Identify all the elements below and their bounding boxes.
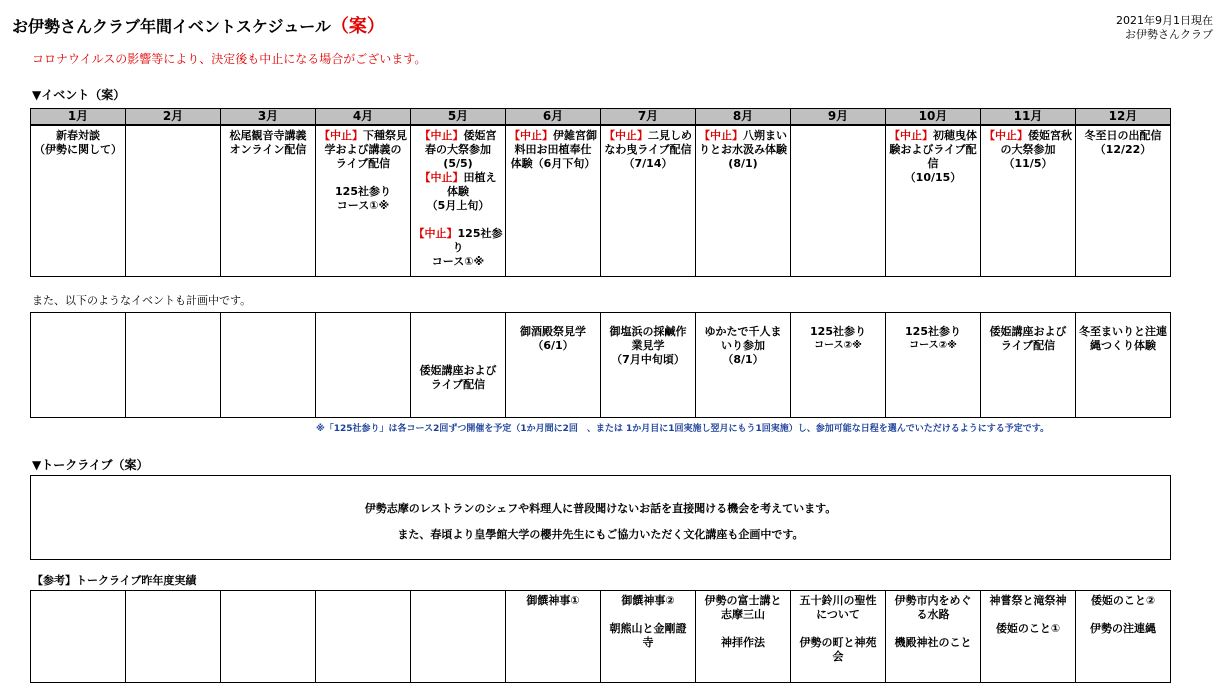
event-cell-dec (1076, 125, 1171, 277)
event-cell-oct (886, 125, 981, 277)
spacer (413, 213, 503, 227)
month-header: 2月 (126, 109, 221, 125)
ref-cell-aug (696, 591, 791, 683)
event-text: 倭姫講座および (419, 363, 497, 377)
event-text: (5/5) (443, 156, 473, 170)
planned-cell-dec (1076, 313, 1171, 418)
events-table (30, 108, 1171, 277)
spacer (983, 608, 1073, 622)
month-header: 4月 (316, 109, 411, 125)
event-text: （7月中旬頃） (611, 353, 685, 366)
event-text (318, 129, 408, 143)
month-header: 12月 (1076, 109, 1171, 125)
footnote: ※「125社参り」は各コース2回ずつ開催を予定（1か月間に2回 、または 1か月目に1回実施し翌月にもう1回実施）し、参加可能な日程を選んでいただけるようにする予定です。 (316, 424, 1050, 434)
talk-heading: ▼トークライブ（案） (32, 458, 149, 472)
event-cell-jan (31, 125, 126, 277)
event-text: 御酒殿祭見学 (520, 325, 586, 338)
planned-cell-jun (506, 313, 601, 418)
events-row (31, 125, 1171, 277)
ref-cell-apr (316, 591, 411, 683)
event-cell-sep (791, 125, 886, 277)
event-cell-feb (126, 125, 221, 277)
talk-topic: 伊勢市内をめぐ (894, 594, 972, 607)
event-text-part: 八朔まい (743, 128, 787, 142)
event-cell-may (411, 125, 506, 277)
event-text: 学および講義の (324, 142, 402, 156)
talk-topic: 御饌神事② (621, 594, 675, 607)
event-text (413, 171, 503, 185)
event-text: 松尾観音寺講義 (229, 128, 307, 142)
cancelled-tag: 【中止】 (604, 128, 648, 142)
event-text: いり参加 (721, 339, 765, 352)
event-text: （伊勢に関して） (34, 142, 122, 156)
ref-cell-jan (31, 591, 126, 683)
ref-cell-jul (601, 591, 696, 683)
event-text: 業見学 (631, 339, 665, 352)
planned-cell-feb (126, 313, 221, 418)
event-text (603, 129, 693, 143)
reference-table (30, 590, 1171, 683)
spacer (318, 171, 408, 185)
ref-cell-jun (506, 591, 601, 683)
cancelled-tag: 【中止】 (509, 128, 553, 142)
event-text: コース②※ (909, 340, 957, 351)
event-text: 信 (927, 156, 939, 170)
event-text-part: 下種祭見 (363, 128, 407, 142)
month-header: 5月 (411, 109, 506, 125)
planned-cell-jan (31, 313, 126, 418)
events-heading: ▼イベント（案） (32, 88, 126, 102)
event-text: 縄つくり体験 (1090, 339, 1156, 352)
ref-cell-feb (126, 591, 221, 683)
month-header: 10月 (886, 109, 981, 125)
talk-topic: 機殿神社のこと (894, 636, 972, 649)
event-text: 春の大祭参加 (425, 142, 491, 156)
event-text: (8/1) (728, 156, 758, 170)
organizer-line: お伊勢さんクラブ (1125, 28, 1213, 41)
event-text: （10/15） (904, 170, 962, 184)
event-cell-nov (981, 125, 1076, 277)
covid-notice: コロナウイルスの影響等により、決定後も中止になる場合がございます。 (32, 52, 427, 66)
planned-cell-may (411, 313, 506, 418)
event-text: ライブ配信 (335, 156, 391, 170)
event-text: の大祭参加 (1000, 142, 1056, 156)
event-text: コース①※ (431, 254, 485, 268)
month-header: 3月 (221, 109, 316, 125)
month-header-row (31, 109, 1171, 125)
talk-topic: 御饌神事① (526, 594, 580, 607)
date-info (1116, 14, 1213, 42)
event-text: ライブ配信 (430, 377, 486, 391)
event-text: 新春対談 (56, 128, 100, 142)
talk-topic: について (816, 608, 860, 621)
event-cell-jul (601, 125, 696, 277)
spacer (793, 622, 883, 636)
event-text: （7/14） (623, 156, 673, 170)
event-text-part: 田植え (463, 170, 497, 184)
planned-events-table (30, 312, 1171, 418)
event-cell-aug (696, 125, 791, 277)
talk-topic: る水路 (916, 608, 950, 621)
talk-topic: 伊勢の富士講と (704, 594, 782, 607)
event-text: （11/5） (1003, 156, 1053, 170)
event-text: なわ曳ライブ配信 (604, 142, 692, 156)
ref-cell-oct (886, 591, 981, 683)
event-text: 験およびライブ配 (889, 142, 977, 156)
spacer (1078, 608, 1168, 622)
event-text: 倭姫講座および (989, 325, 1067, 338)
talk-line-1: 伊勢志摩のレストランのシェフや料理人に普段聞けないお話を直接聞ける機会を考えています。 (364, 502, 837, 515)
event-text-part: 125社参り (452, 226, 503, 254)
spacer (698, 622, 788, 636)
spacer (888, 622, 978, 636)
event-text: りとお水汲み体験 (699, 142, 787, 156)
title-suffix: （案） (330, 16, 385, 37)
planned-note: また、以下のようなイベントも計画中です。 (32, 294, 252, 307)
ref-cell-may (411, 591, 506, 683)
reference-heading: 【参考】トークライブ昨年度実績 (32, 574, 197, 587)
month-header: 7月 (601, 109, 696, 125)
event-text: 冬至日の出配信 (1084, 128, 1162, 142)
event-cell-mar (221, 125, 316, 277)
ref-cell-mar (221, 591, 316, 683)
event-text-part: 倭姫宮秋 (1028, 128, 1072, 142)
event-cell-jun (506, 125, 601, 277)
event-text (983, 129, 1073, 143)
planned-cell-mar (221, 313, 316, 418)
month-header: 6月 (506, 109, 601, 125)
event-text: （5月上旬） (426, 198, 490, 212)
event-text (698, 129, 788, 143)
cancelled-tag: 【中止】 (984, 128, 1028, 142)
event-cell-apr (316, 125, 411, 277)
talk-topic: 神嘗祭と滝祭神 (989, 594, 1067, 607)
event-text (413, 227, 503, 255)
event-text-part: 倭姫宮 (463, 128, 497, 142)
event-text: 125社参り (335, 184, 391, 198)
planned-cell-oct (886, 313, 981, 418)
event-text: コース②※ (814, 340, 862, 351)
event-text: ゆかたで千人ま (704, 325, 782, 338)
talk-topic: 倭姫のこと② (1090, 594, 1156, 607)
cancelled-tag: 【中止】 (319, 128, 363, 142)
cancelled-tag: 【中止】 (419, 128, 464, 142)
planned-cell-nov (981, 313, 1076, 418)
event-text-part: 伊雑宮御 (553, 128, 597, 142)
planned-cell-aug (696, 313, 791, 418)
event-text: 体験 (447, 184, 469, 198)
talk-topic: 伊勢の町と神苑 (799, 636, 877, 649)
event-text: 125社参り (810, 325, 866, 338)
month-header: 11月 (981, 109, 1076, 125)
talk-topic: 倭姫のこと① (995, 622, 1061, 635)
event-text: 体験（6月下旬） (510, 156, 596, 170)
cancelled-tag: 【中止】 (699, 128, 743, 142)
event-text-part: 初穂曳体 (933, 128, 977, 142)
planned-cell-sep (791, 313, 886, 418)
cancelled-tag: 【中止】 (419, 170, 464, 184)
ref-cell-dec (1076, 591, 1171, 683)
event-text: （8/1） (722, 353, 764, 366)
reference-row (31, 591, 1171, 683)
event-text: 料田お田植奉仕 (514, 142, 592, 156)
event-text: （6/1） (532, 339, 574, 352)
page-title (12, 12, 385, 38)
event-text: コース①※ (336, 198, 390, 212)
cancelled-tag: 【中止】 (413, 226, 458, 240)
talk-topic: 五十鈴川の聖性 (799, 594, 877, 607)
talk-topic: 寺 (642, 636, 654, 649)
event-text: オンライン配信 (229, 142, 307, 156)
date-line: 2021年9月1日現在 (1116, 14, 1213, 27)
event-text (888, 129, 978, 143)
event-text: 125社参り (905, 325, 961, 338)
talk-line-2: また、春頃より皇學館大学の櫻井先生にもご協力いただく文化講座も企画中です。 (397, 528, 804, 541)
ref-cell-nov (981, 591, 1076, 683)
planned-cell-jul (601, 313, 696, 418)
event-text: （12/22） (1094, 142, 1152, 156)
month-header: 1月 (31, 109, 126, 125)
talk-topic: 朝熊山と金剛證 (609, 622, 687, 635)
event-text-part: 二見しめ (648, 128, 692, 142)
month-header: 9月 (791, 109, 886, 125)
event-text (508, 129, 598, 143)
talk-topic: 伊勢の注連縄 (1090, 622, 1156, 635)
planned-cell-apr (316, 313, 411, 418)
talk-topic: 志摩三山 (721, 608, 765, 621)
ref-cell-sep (791, 591, 886, 683)
planned-events-row (31, 313, 1171, 418)
talk-topic: 神拝作法 (721, 636, 765, 649)
event-text (413, 129, 503, 143)
talk-box (30, 475, 1171, 560)
title-main: お伊勢さんクラブ年間イベントスケジュール (12, 17, 331, 36)
event-text: 御塩浜の採鹹作 (609, 325, 687, 338)
month-header: 8月 (696, 109, 791, 125)
spacer (603, 608, 693, 622)
cancelled-tag: 【中止】 (889, 128, 933, 142)
event-text: 冬至まいりと注連 (1079, 325, 1167, 338)
event-text: ライブ配信 (1000, 339, 1056, 352)
talk-topic: 会 (832, 650, 844, 663)
